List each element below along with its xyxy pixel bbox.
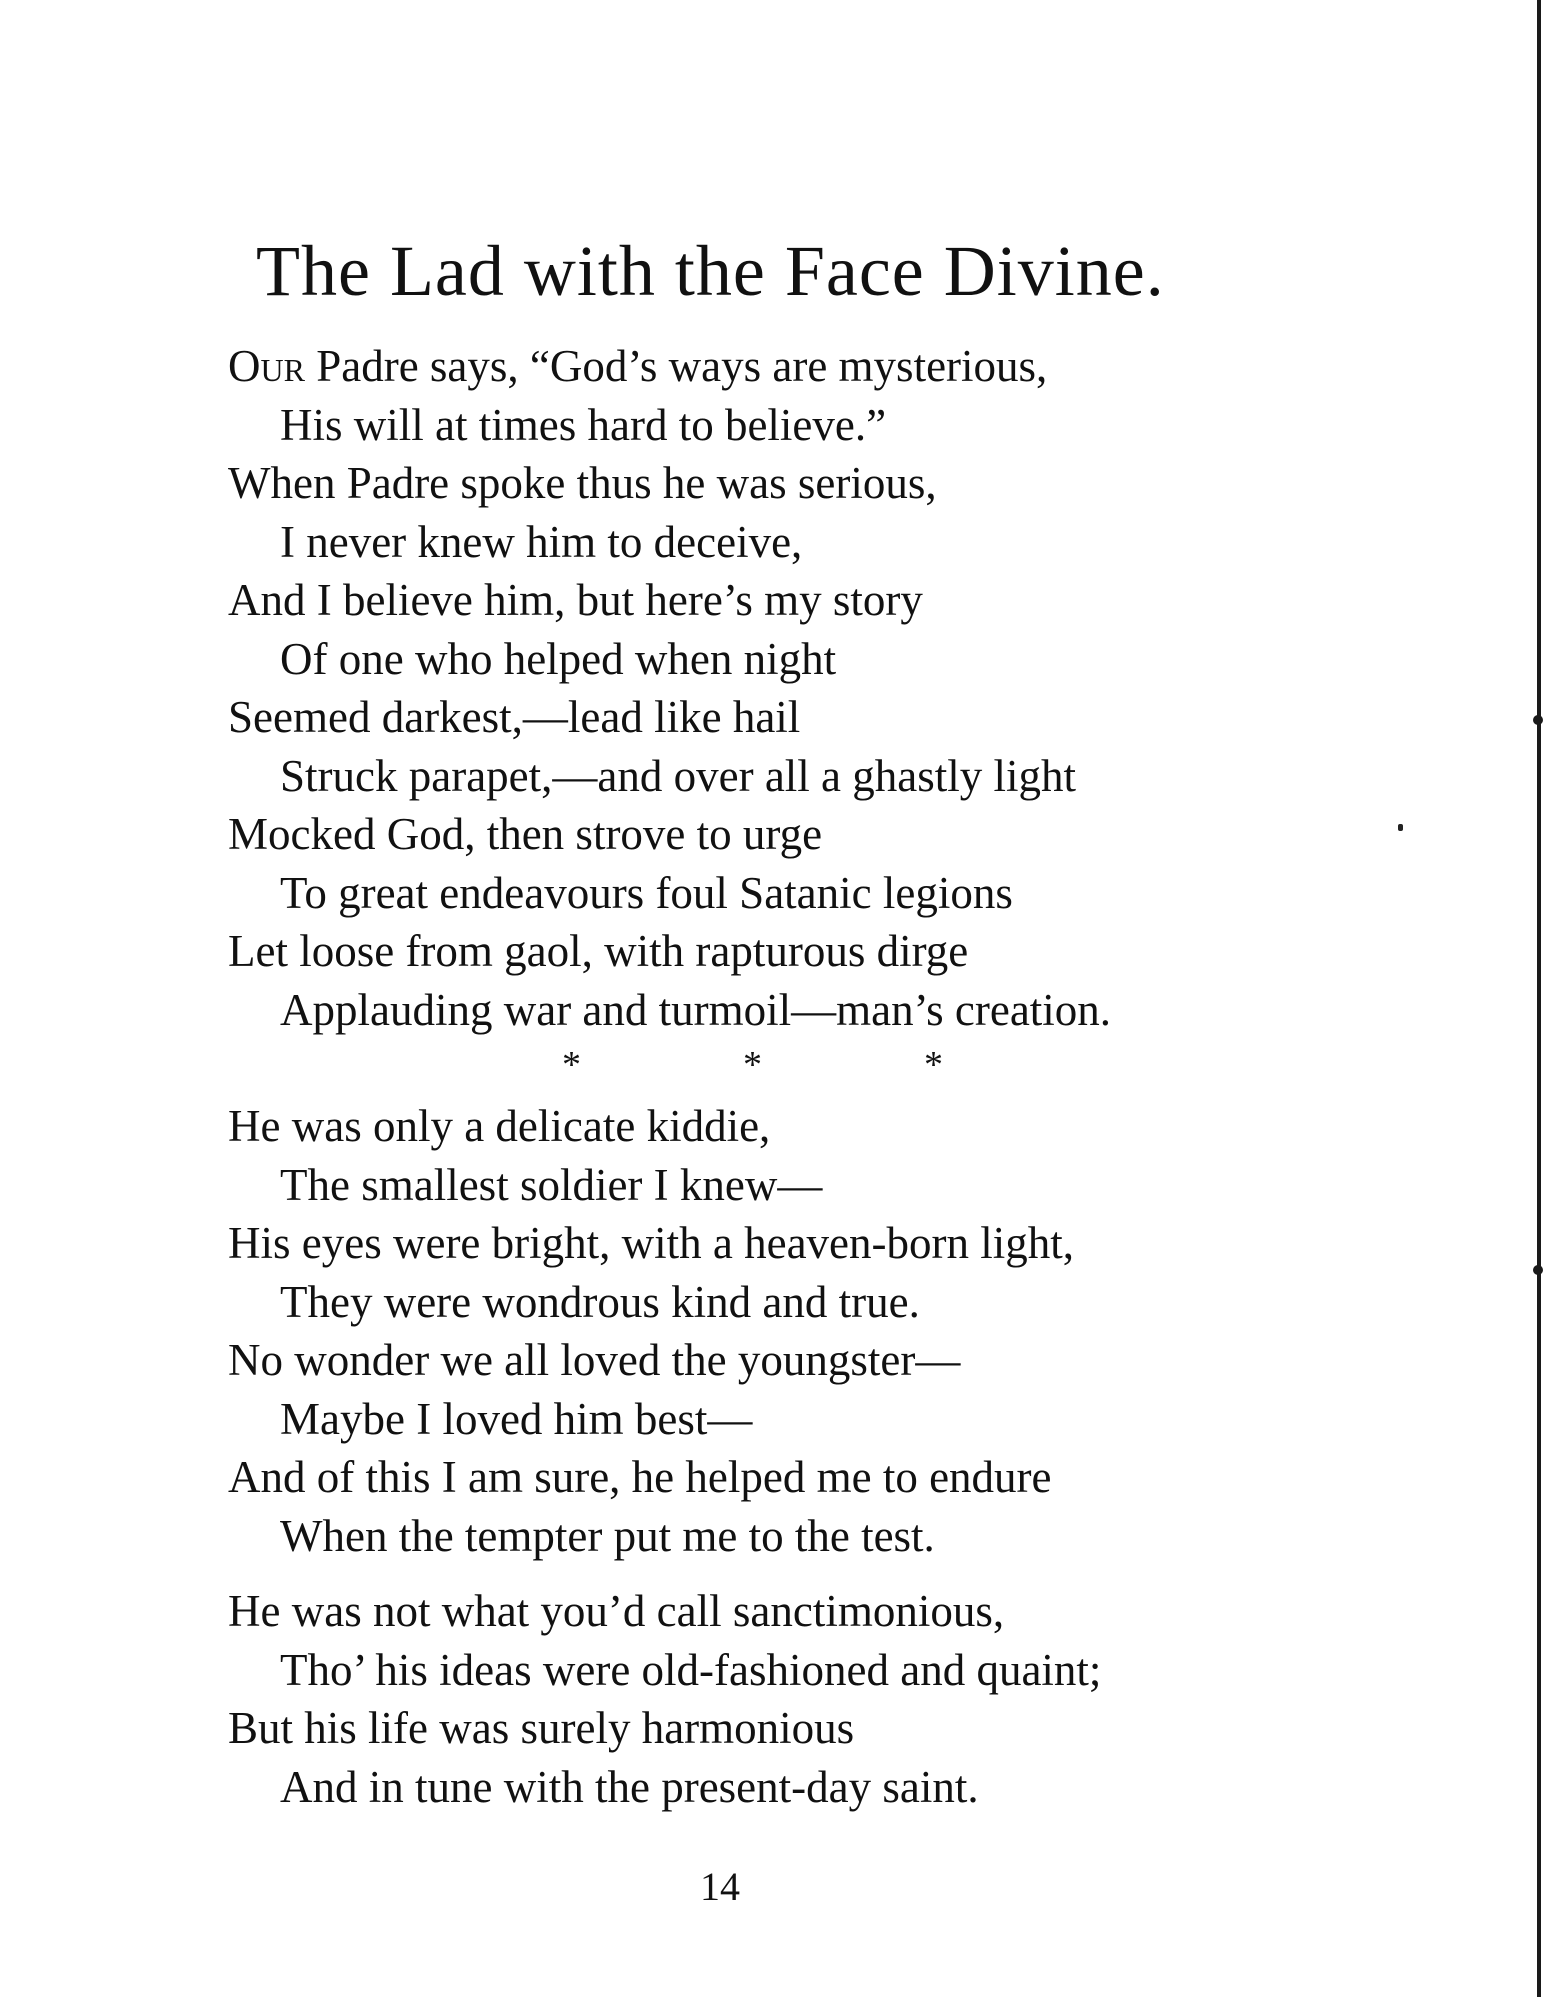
poem-line: Struck parapet,—and over all a ghastly light <box>280 750 1077 801</box>
poem-line: When the tempter put me to the test. <box>280 1510 935 1561</box>
poem-line: They were wondrous kind and true. <box>280 1276 920 1327</box>
small-caps-opening: Our <box>228 341 305 391</box>
ink-speck <box>1398 824 1403 831</box>
edge-mark <box>1533 715 1543 725</box>
stanza-1 <box>228 337 1308 1039</box>
poem-title: The Lad with the Face Divine. <box>256 231 1165 311</box>
page-edge-line <box>1537 0 1541 1997</box>
poem-line <box>228 337 1308 396</box>
poem-line: Seemed darkest,—lead like hail <box>228 692 801 742</box>
section-separator <box>228 1039 1308 1097</box>
poem-line: The smallest soldier I knew— <box>280 1159 823 1210</box>
poem-line: Mocked God, then strove to urge <box>228 809 823 859</box>
poem-line: He was only a delicate kiddie, <box>228 1101 771 1151</box>
page-number: 14 <box>700 1864 740 1909</box>
poem-line: And I believe him, but here’s my story <box>228 575 923 625</box>
asterisk: * <box>743 1044 762 1086</box>
poem-line: To great endeavours foul Satanic legions <box>280 867 1013 918</box>
poem-line: Let loose from gaol, with rapturous dirge <box>228 926 969 976</box>
stanza-3 <box>228 1582 1308 1816</box>
asterisk: * <box>562 1044 581 1086</box>
poem-body <box>228 337 1308 1816</box>
poem-line: But his life was surely harmonious <box>228 1703 855 1753</box>
poem-line: Of one who helped when night <box>280 633 837 684</box>
edge-mark <box>1533 1265 1543 1275</box>
stanza-2 <box>228 1097 1308 1565</box>
poem-line: His will at times hard to believe.” <box>280 399 887 450</box>
poem-line: Maybe I loved him best— <box>280 1393 753 1444</box>
poem-line: I never knew him to deceive, <box>280 516 803 567</box>
poem-line: Tho’ his ideas were old-fashioned and quaint; <box>280 1644 1102 1695</box>
poem-line: Applauding war and turmoil—man’s creation. <box>280 984 1112 1035</box>
poem-line: And in tune with the present-day saint. <box>280 1761 979 1812</box>
stanza-gap <box>228 1565 1308 1582</box>
poem-line: And of this I am sure, he helped me to endure <box>228 1452 1052 1502</box>
poem-line: His eyes were bright, with a heaven-born light, <box>228 1218 1075 1268</box>
poem-line-text: Padre says, “God’s ways are mysterious, <box>304 341 1048 391</box>
poem-line: No wonder we all loved the youngster— <box>228 1335 961 1385</box>
asterisk: * <box>924 1044 943 1086</box>
poem-line: He was not what you’d call sanctimonious, <box>228 1586 1005 1636</box>
poem-line: When Padre spoke thus he was serious, <box>228 458 937 508</box>
